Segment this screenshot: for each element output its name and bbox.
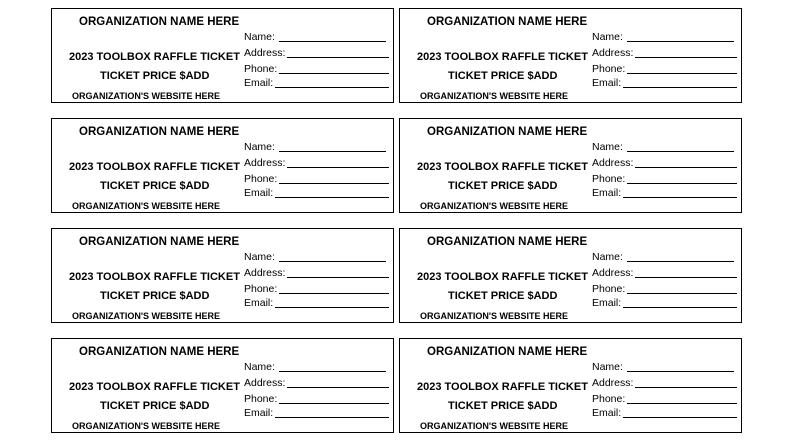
name-line — [279, 371, 386, 372]
organization-name: ORGANIZATION NAME HERE — [79, 236, 240, 248]
address-label: Address: — [592, 47, 634, 59]
raffle-ticket — [399, 118, 742, 213]
organization-website: ORGANIZATION'S WEBSITE HERE — [420, 421, 568, 431]
name-label: Name: — [244, 251, 275, 263]
organization-website: ORGANIZATION'S WEBSITE HERE — [72, 201, 220, 211]
address-line — [287, 57, 389, 58]
organization-name: ORGANIZATION NAME HERE — [79, 346, 240, 358]
address-line — [635, 277, 737, 278]
organization-name: ORGANIZATION NAME HERE — [79, 16, 240, 28]
ticket-price: TICKET PRICE $ADD — [100, 290, 210, 302]
email-line — [623, 197, 737, 198]
raffle-ticket — [399, 8, 742, 103]
raffle-ticket — [51, 228, 394, 323]
raffle-title: 2023 TOOLBOX RAFFLE TICKET — [417, 161, 588, 173]
organization-website: ORGANIZATION'S WEBSITE HERE — [72, 311, 220, 321]
email-label: Email: — [592, 407, 622, 419]
email-label: Email: — [592, 187, 622, 199]
phone-line — [627, 183, 737, 184]
ticket-price: TICKET PRICE $ADD — [100, 180, 210, 192]
ticket-price: TICKET PRICE $ADD — [100, 400, 210, 412]
name-label: Name: — [244, 361, 275, 373]
phone-label: Phone: — [592, 283, 626, 295]
address-label: Address: — [592, 377, 634, 389]
name-label: Name: — [592, 251, 623, 263]
ticket-price: TICKET PRICE $ADD — [100, 70, 210, 82]
email-label: Email: — [244, 187, 274, 199]
raffle-title: 2023 TOOLBOX RAFFLE TICKET — [69, 51, 240, 63]
phone-label: Phone: — [592, 173, 626, 185]
email-label: Email: — [244, 77, 274, 89]
organization-name: ORGANIZATION NAME HERE — [427, 16, 588, 28]
phone-line — [627, 73, 737, 74]
organization-website: ORGANIZATION'S WEBSITE HERE — [420, 201, 568, 211]
phone-label: Phone: — [592, 63, 626, 75]
name-label: Name: — [244, 31, 275, 43]
phone-label: Phone: — [592, 393, 626, 405]
email-label: Email: — [244, 407, 274, 419]
organization-website: ORGANIZATION'S WEBSITE HERE — [420, 91, 568, 101]
raffle-ticket — [51, 8, 394, 103]
email-line — [623, 87, 737, 88]
raffle-title: 2023 TOOLBOX RAFFLE TICKET — [417, 271, 588, 283]
email-line — [275, 307, 389, 308]
raffle-ticket — [51, 118, 394, 213]
phone-line — [627, 293, 737, 294]
phone-line — [627, 403, 737, 404]
address-label: Address: — [244, 157, 286, 169]
organization-name: ORGANIZATION NAME HERE — [79, 126, 240, 138]
name-line — [279, 151, 386, 152]
raffle-ticket — [399, 228, 742, 323]
address-line — [287, 167, 389, 168]
name-line — [627, 261, 734, 262]
address-label: Address: — [244, 377, 286, 389]
address-label: Address: — [592, 267, 634, 279]
address-line — [635, 167, 737, 168]
raffle-ticket — [399, 338, 742, 433]
organization-website: ORGANIZATION'S WEBSITE HERE — [420, 311, 568, 321]
name-line — [627, 371, 734, 372]
address-line — [635, 57, 737, 58]
phone-label: Phone: — [244, 173, 278, 185]
raffle-title: 2023 TOOLBOX RAFFLE TICKET — [69, 271, 240, 283]
address-label: Address: — [244, 47, 286, 59]
name-label: Name: — [592, 361, 623, 373]
email-line — [623, 307, 737, 308]
raffle-title: 2023 TOOLBOX RAFFLE TICKET — [417, 381, 588, 393]
name-line — [627, 41, 734, 42]
email-line — [623, 417, 737, 418]
email-label: Email: — [592, 77, 622, 89]
organization-website: ORGANIZATION'S WEBSITE HERE — [72, 421, 220, 431]
phone-label: Phone: — [244, 393, 278, 405]
organization-name: ORGANIZATION NAME HERE — [427, 126, 588, 138]
email-line — [275, 197, 389, 198]
address-line — [635, 387, 737, 388]
email-label: Email: — [592, 297, 622, 309]
raffle-title: 2023 TOOLBOX RAFFLE TICKET — [69, 381, 240, 393]
raffle-title: 2023 TOOLBOX RAFFLE TICKET — [69, 161, 240, 173]
phone-line — [279, 73, 389, 74]
name-label: Name: — [244, 141, 275, 153]
phone-label: Phone: — [244, 283, 278, 295]
name-line — [279, 261, 386, 262]
raffle-ticket — [51, 338, 394, 433]
phone-line — [279, 403, 389, 404]
address-line — [287, 277, 389, 278]
name-line — [279, 41, 386, 42]
phone-line — [279, 183, 389, 184]
ticket-price: TICKET PRICE $ADD — [448, 400, 558, 412]
phone-line — [279, 293, 389, 294]
ticket-price: TICKET PRICE $ADD — [448, 180, 558, 192]
email-label: Email: — [244, 297, 274, 309]
organization-name: ORGANIZATION NAME HERE — [427, 236, 588, 248]
ticket-price: TICKET PRICE $ADD — [448, 70, 558, 82]
raffle-title: 2023 TOOLBOX RAFFLE TICKET — [417, 51, 588, 63]
address-label: Address: — [592, 157, 634, 169]
email-line — [275, 87, 389, 88]
email-line — [275, 417, 389, 418]
address-label: Address: — [244, 267, 286, 279]
name-line — [627, 151, 734, 152]
organization-website: ORGANIZATION'S WEBSITE HERE — [72, 91, 220, 101]
phone-label: Phone: — [244, 63, 278, 75]
ticket-price: TICKET PRICE $ADD — [448, 290, 558, 302]
address-line — [287, 387, 389, 388]
name-label: Name: — [592, 31, 623, 43]
organization-name: ORGANIZATION NAME HERE — [427, 346, 588, 358]
name-label: Name: — [592, 141, 623, 153]
